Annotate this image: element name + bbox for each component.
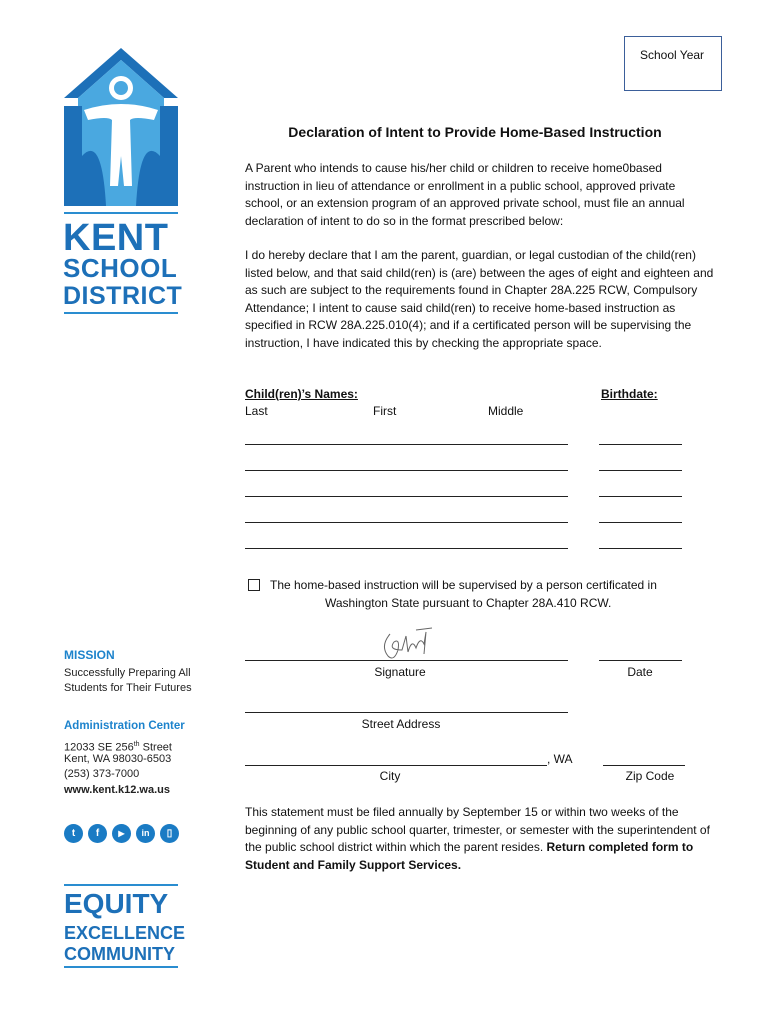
date-caption: Date: [627, 665, 653, 679]
kent-school-district-logo: [62, 46, 180, 206]
brand-divider-bottom: [64, 312, 178, 314]
footer-bold-text: Return completed form to Student and Family Support Services.: [245, 840, 694, 872]
signature-scribble: [376, 624, 436, 664]
child-birthdate-line-2[interactable]: [599, 470, 682, 471]
facebook-icon[interactable]: f: [88, 824, 107, 843]
values-divider-top: [64, 884, 178, 886]
address-line-2: Kent, WA 98030-6503: [64, 753, 172, 765]
child-birthdate-line-1[interactable]: [599, 444, 682, 445]
intro-paragraph: A Parent who intends to cause his/her child or children to receive home0based instruction in lieu of attendance or enrollment in a public school, approved private school, or an extension program of an approved private school, must file an annual declaration of intent to do so in the format prescribed below:: [245, 161, 685, 228]
value-excellence: EXCELLENCE: [64, 923, 186, 943]
street-address-line[interactable]: [245, 712, 568, 713]
brand-word-school: SCHOOL: [63, 253, 178, 283]
form-title: Declaration of Intent to Provide Home-Based Instruction: [288, 124, 662, 140]
brand-word-district: DISTRICT: [63, 282, 183, 310]
website-link[interactable]: www.kent.k12.wa.us: [64, 784, 170, 796]
address-street: 12033 SE 256: [64, 741, 134, 754]
declaration-paragraph: I do hereby declare that I am the parent, guardian, or legal custodian of the child(ren) listed below, and that said child(ren) is (are) between the ages of eight and eighteen and as such are subject to the requirements found in Chapter 28A.225 RCW, Compulsory Attendance; I intent to cause said child(ren) to receive home-based instruction as specified in RCW 28A.225.010(4); and if a certificated person will be supervising the instruction, I have indicated this by checking the appropriate space.: [245, 248, 714, 350]
checkbox-text-line-1: The home-based instruction will be supervised by a person certificated in: [270, 578, 657, 592]
value-equity: EQUITY: [64, 888, 169, 919]
checkbox-text-line-2: Washington State pursuant to Chapter 28A.410 RCW.: [325, 596, 612, 610]
mission-line-1: Successfully Preparing All: [64, 667, 191, 679]
child-name-line-3[interactable]: [245, 496, 568, 497]
child-birthdate-line-5[interactable]: [599, 548, 682, 549]
address-sup: th: [133, 741, 140, 748]
twitter-icon[interactable]: t: [64, 824, 83, 843]
city-caption: City: [379, 769, 401, 783]
column-middle: Middle: [488, 404, 524, 418]
zip-code-line[interactable]: [603, 765, 685, 766]
values-divider-bottom: [64, 966, 178, 968]
date-line[interactable]: [599, 660, 682, 661]
brand-word-kent: KENT: [63, 217, 169, 259]
child-name-line-1[interactable]: [245, 444, 568, 445]
state-label: , WA: [547, 752, 573, 766]
column-last: Last: [245, 404, 268, 418]
school-year-label: School Year: [640, 48, 705, 62]
footer-text: This statement must be filed annually by September 15 or within two weeks of the beginning of any public school quarter, trimester, or semester with the superintendent of the public school district within which the parent resides.: [245, 805, 710, 854]
address-street-end: Street: [139, 741, 172, 754]
certificated-checkbox[interactable]: [248, 579, 260, 591]
city-line[interactable]: [245, 765, 547, 766]
value-community: COMMUNITY: [64, 944, 175, 964]
mission-heading: MISSION: [64, 648, 115, 662]
admin-heading: Administration Center: [64, 720, 185, 732]
children-heading: Child(ren)’s Names:: [245, 387, 358, 401]
child-name-line-4[interactable]: [245, 522, 568, 523]
school-year-box[interactable]: [624, 36, 722, 91]
street-address-caption: Street Address: [361, 717, 441, 731]
birthdate-heading: Birthdate:: [601, 387, 658, 401]
footer-paragraph: [245, 804, 715, 874]
phone-number: (253) 373-7000: [64, 768, 140, 780]
child-name-line-5[interactable]: [245, 548, 568, 549]
zip-code-caption: Zip Code: [625, 769, 675, 783]
child-name-line-2[interactable]: [245, 470, 568, 471]
signature-caption: Signature: [374, 665, 426, 679]
signature-line[interactable]: [245, 660, 568, 661]
child-birthdate-line-4[interactable]: [599, 522, 682, 523]
mission-line-2: Students for Their Futures: [64, 682, 192, 694]
column-first: First: [373, 404, 397, 418]
child-birthdate-line-3[interactable]: [599, 496, 682, 497]
brand-divider-top: [64, 212, 178, 214]
mobile-icon[interactable]: ▯: [160, 824, 179, 843]
youtube-icon[interactable]: ▶: [112, 824, 131, 843]
linkedin-icon[interactable]: in: [136, 824, 155, 843]
